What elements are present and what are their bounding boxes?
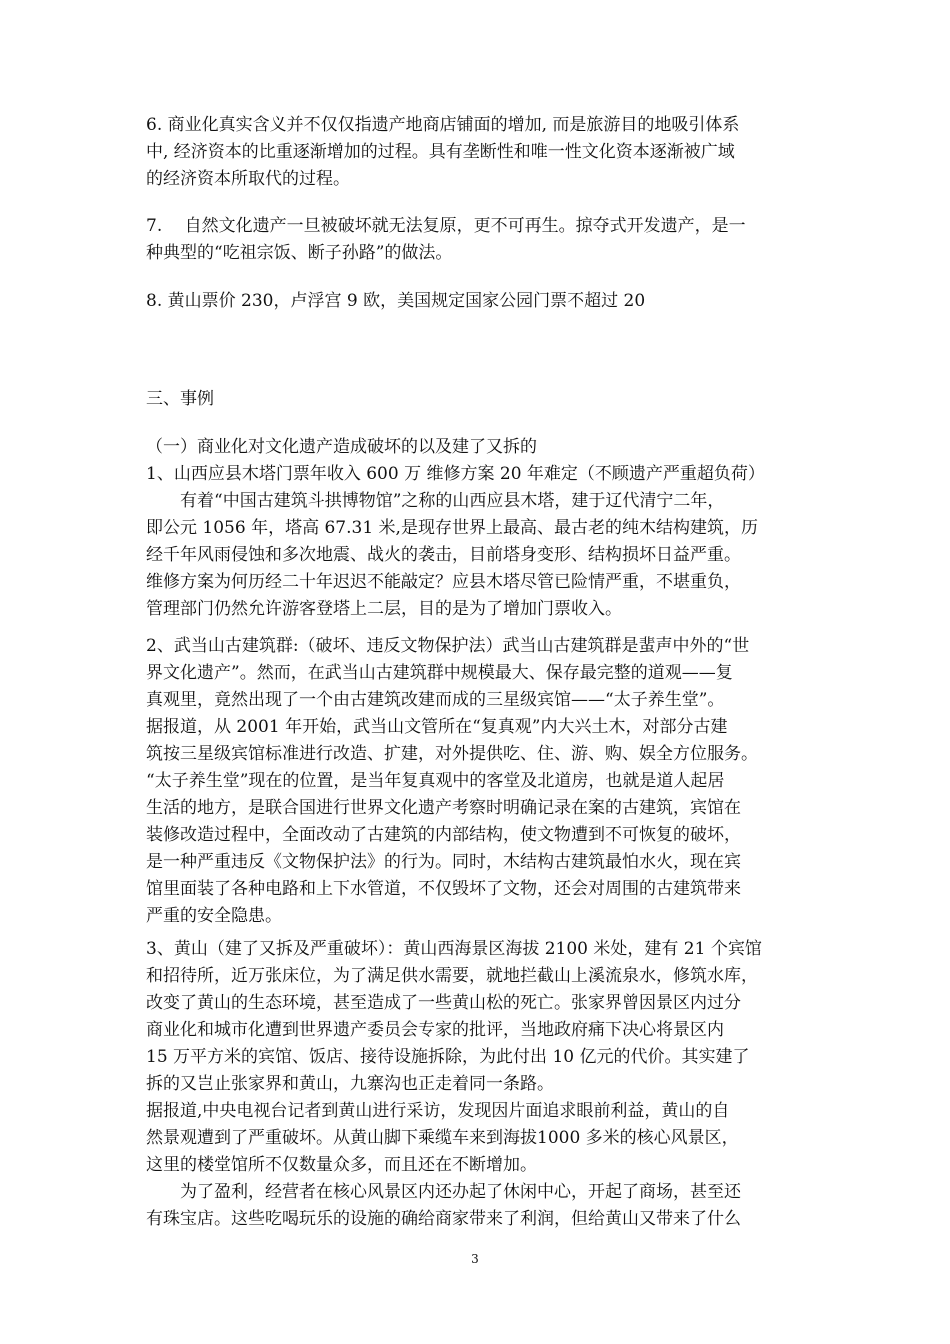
text-line: 中, 经济资本的比重逐渐增加的过程。具有垄断性和唯一性文化资本逐渐被广域 [146, 142, 735, 162]
text-line: “太子养生堂”现在的位置，是当年复真观中的客堂及北道房，也就是道人起居 [146, 771, 725, 791]
text-line: 1、山西应县木塔门票年收入 600 万 维修方案 20 年难定（不顾遗产严重超负荷） [146, 464, 765, 484]
text-line: 3、黄山（建了又拆及严重破坏）：黄山西海景区海拔 2100 米处，建有 21 个宾馆 [146, 939, 762, 959]
text-line: 商业化和城市化遭到世界遗产委员会专家的批评，当地政府痛下决心将景区内 [146, 1020, 724, 1040]
text-line: 然景观遭到了严重破坏。从黄山脚下乘缆车来到海拔1000 多米的核心风景区， [146, 1128, 739, 1148]
text-line: 15 万平方米的宾馆、饭店、接待设施拆除，为此付出 10 亿元的代价。其实建了 [146, 1047, 750, 1067]
text-line: 即公元 1056 年，塔高 67.31 米,是现存世界上最高、最古老的纯木结构建筑，历 [146, 518, 758, 538]
text-line: 种典型的“吃祖宗饭、断子孙路”的做法。 [146, 243, 453, 263]
text-line: 6. 商业化真实含义并不仅仅指遗产地商店铺面的增加, 而是旅游目的地吸引体系 [146, 115, 740, 135]
text-line: 的经济资本所取代的过程。 [146, 169, 350, 189]
text-line: 维修方案为何历经二十年迟迟不能敲定？应县木塔尽管已险情严重，不堪重负， [146, 572, 741, 592]
text-line: 拆的又岂止张家界和黄山，九寨沟也正走着同一条路。 [146, 1074, 554, 1094]
text-line: 据报道，从 2001 年开始，武当山文管所在“复真观”内大兴土木，对部分古建 [146, 717, 728, 737]
text-line: 7. 自然文化遗产一旦被破坏就无法复原，更不可再生。掠夺式开发遗产，是一 [146, 216, 746, 236]
text-line: 管理部门仍然允许游客登塔上二层，目的是为了增加门票收入。 [146, 599, 622, 619]
text-line: 筑按三星级宾馆标准进行改造、扩建，对外提供吃、住、游、购、娱全方位服务。 [146, 744, 758, 764]
text-line: 是一种严重违反《文物保护法》的行为。同时，木结构古建筑最怕水火，现在宾 [146, 852, 741, 872]
text-line: 装修改造过程中，全面改动了古建筑的内部结构，使文物遭到不可恢复的破坏， [146, 825, 741, 845]
text-line: 改变了黄山的生态环境，甚至造成了一些黄山松的死亡。张家界曾因景区内过分 [146, 993, 741, 1013]
text-line: 8. 黄山票价 230，卢浮宫 9 欧，美国规定国家公园门票不超过 20 [146, 291, 646, 311]
text-line: 有珠宝店。这些吃喝玩乐的设施的确给商家带来了利润，但给黄山又带来了什么 [146, 1209, 741, 1229]
text-line: 馆里面装了各种电路和上下水管道，不仅毁坏了文物，还会对周围的古建筑带来 [146, 879, 741, 899]
text-line: 界文化遗产”。然而，在武当山古建筑群中规模最大、保存最完整的道观——复 [146, 663, 733, 683]
subsection-heading: （一）商业化对文化遗产造成破坏的以及建了又拆的 [146, 437, 537, 457]
page-number: 3 [471, 1252, 479, 1266]
text-line: 真观里，竟然出现了一个由古建筑改建而成的三星级宾馆——“太子养生堂”。 [146, 690, 725, 710]
text-line: 2、武当山古建筑群:（破坏、违反文物保护法）武当山古建筑群是蜚声中外的“世 [146, 636, 750, 656]
text-line: 严重的安全隐患。 [146, 906, 282, 926]
section-heading: 三、事例 [146, 389, 214, 409]
text-line: 生活的地方，是联合国进行世界文化遗产考察时明确记录在案的古建筑，宾馆在 [146, 798, 741, 818]
text-line: 据报道,中央电视台记者到黄山进行采访，发现因片面追求眼前利益，黄山的自 [146, 1101, 730, 1121]
text-line: 有着“中国古建筑斗拱博物馆”之称的山西应县木塔，建于辽代清宁二年， [146, 491, 725, 511]
text-line: 为了盈利，经营者在核心风景区内还办起了休闲中心，开起了商场，甚至还 [146, 1182, 741, 1202]
text-line: 和招待所，近万张床位，为了满足供水需要，就地拦截山上溪流泉水，修筑水库， [146, 966, 758, 986]
text-line: 这里的楼堂馆所不仅数量众多，而且还在不断增加。 [146, 1155, 537, 1175]
text-line: 经千年风雨侵蚀和多次地震、战火的袭击，目前塔身变形、结构损坏日益严重。 [146, 545, 741, 565]
